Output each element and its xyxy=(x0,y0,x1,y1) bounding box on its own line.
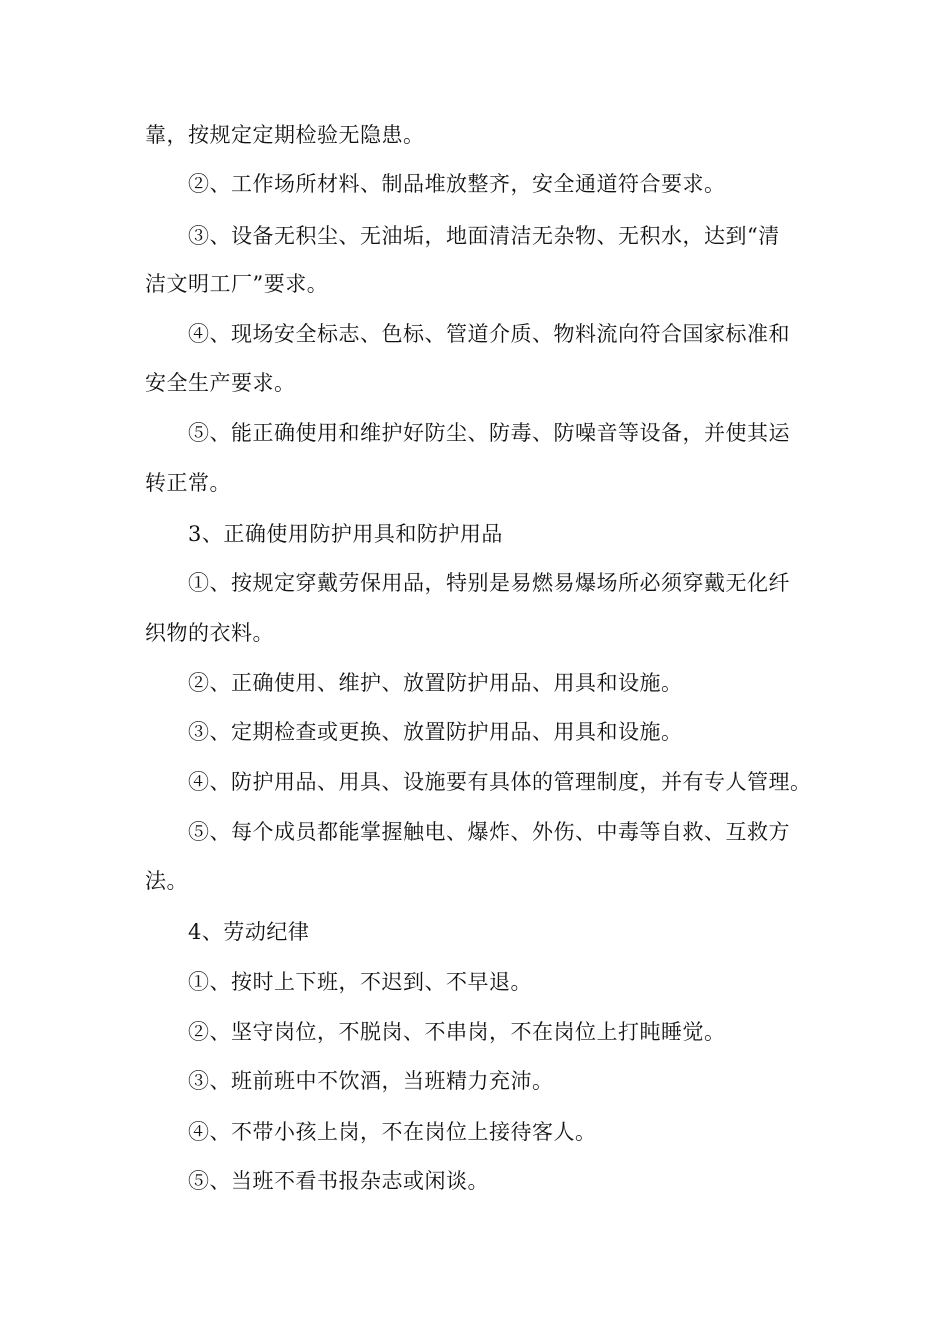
text-line: ①、按时上下班，不迟到、不早退。 xyxy=(188,970,532,994)
text-line: ⑤、当班不看书报杂志或闲谈。 xyxy=(188,1169,489,1193)
text-line: ②、坚守岗位，不脱岗、不串岗，不在岗位上打盹睡觉。 xyxy=(188,1020,726,1044)
text-line: 转正常。 xyxy=(145,471,231,495)
text-line: 安全生产要求。 xyxy=(145,371,296,395)
text-line: ③、设备无积尘、无油垢，地面清洁无杂物、无积水，达到“清 xyxy=(188,224,780,248)
text-line: 织物的衣料。 xyxy=(145,621,274,645)
text-line: ⑤、能正确使用和维护好防尘、防毒、防噪音等设备，并使其运 xyxy=(188,421,790,445)
text-line: ④、现场安全标志、色标、管道介质、物料流向符合国家标准和 xyxy=(188,322,790,346)
text-line: ③、班前班中不饮酒，当班精力充沛。 xyxy=(188,1069,554,1093)
text-line: 法。 xyxy=(145,869,188,893)
text-line: ②、正确使用、维护、放置防护用品、用具和设施。 xyxy=(188,671,683,695)
text-line: ①、按规定穿戴劳保用品，特别是易燃易爆场所必须穿戴无化纤 xyxy=(188,571,790,595)
text-line: ②、工作场所材料、制品堆放整齐，安全通道符合要求。 xyxy=(188,172,726,196)
text-line: ④、防护用品、用具、设施要有具体的管理制度，并有专人管理。 xyxy=(188,770,812,794)
text-line: 靠，按规定定期检验无隐患。 xyxy=(145,123,425,147)
text-line: ⑤、每个成员都能掌握触电、爆炸、外伤、中毒等自救、互救方 xyxy=(188,820,790,844)
section-heading: 3、正确使用防护用具和防护用品 xyxy=(188,522,503,546)
text-line: 洁文明工厂”要求。 xyxy=(145,272,329,296)
section-heading: 4、劳动纪律 xyxy=(188,920,310,944)
text-line: ④、不带小孩上岗，不在岗位上接待客人。 xyxy=(188,1120,597,1144)
text-line: ③、定期检查或更换、放置防护用品、用具和设施。 xyxy=(188,720,683,744)
